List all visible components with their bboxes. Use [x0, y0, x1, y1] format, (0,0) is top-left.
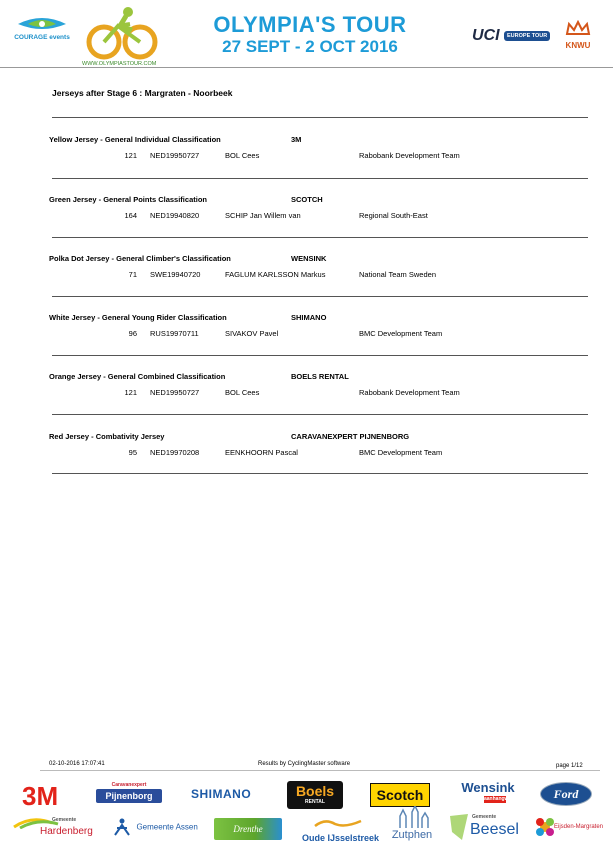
jersey-classification: Polka Dot Jersey - General Climber's Classification — [49, 254, 231, 263]
jersey-classification: Yellow Jersey - General Individual Classification — [49, 135, 221, 144]
sponsor-drenthe-name: Drenthe — [233, 824, 263, 834]
rider-number: 71 — [128, 270, 137, 279]
header-divider — [0, 67, 613, 68]
jersey-sponsor: 3M — [291, 135, 302, 144]
sponsor-hardenberg-name: Hardenberg — [40, 826, 93, 837]
knwu-logo — [561, 20, 595, 50]
jersey-sponsor: SHIMANO — [291, 313, 327, 322]
sponsor-zutphen-name: Zutphen — [391, 829, 433, 841]
jersey-sponsor: BOELS RENTAL — [291, 372, 349, 381]
rider-team: Rabobank Development Team — [359, 388, 460, 397]
rider-name: SIVAKOV Pavel — [225, 329, 279, 338]
tour-title: OLYMPIA'S TOUR — [213, 12, 407, 37]
rider-number: 96 — [128, 329, 137, 338]
rider-number: 95 — [128, 448, 137, 457]
divider — [52, 473, 588, 474]
rider-number: 164 — [124, 211, 137, 220]
sponsor-beesel-name: Beesel — [470, 821, 519, 838]
sponsor-drenthe-logo — [214, 818, 282, 840]
sponsor-wensink-logo — [458, 780, 523, 803]
sponsor-hardenberg-logo — [12, 815, 96, 837]
jersey-sponsor: WENSINK — [291, 254, 327, 263]
sponsor-eijsden-margraten-logo — [532, 812, 604, 842]
rider-uci-id: RUS19970711 — [150, 329, 199, 338]
sponsor-pijnenborg-logo — [90, 782, 168, 808]
sponsor-eijsden-margraten-name: Eijsden-Margraten — [554, 824, 604, 830]
sponsor-shimano-logo: SHIMANO — [191, 787, 252, 801]
rider-name: BOL Cees — [225, 151, 260, 160]
rider-team: BMC Development Team — [359, 329, 443, 338]
rider-uci-id: NED19950727 — [150, 388, 200, 397]
sponsor-wensink-sub: aanhangwagens — [484, 796, 523, 802]
beesel-shape-icon — [448, 812, 470, 842]
ijsselstreek-wave-icon — [313, 818, 363, 828]
uci-badge: EUROPE TOUR — [504, 31, 550, 41]
tour-dates: 27 SEPT - 2 OCT 2016 — [222, 37, 398, 56]
sponsor-wensink-name: Wensink — [461, 780, 515, 795]
divider — [52, 237, 588, 238]
sponsor-boels-logo — [287, 781, 343, 809]
website-url: WWW.OLYMPIASTOUR.COM — [82, 61, 157, 67]
sponsor-ford-logo: Ford — [540, 782, 592, 806]
jersey-sponsor: SCOTCH — [291, 195, 323, 204]
zutphen-towers-icon — [392, 806, 432, 828]
divider — [52, 414, 588, 415]
assen-figure-icon — [112, 818, 132, 836]
sponsor-scotch-logo: Scotch — [370, 783, 430, 807]
rider-name: EENKHOORN Pascal — [225, 448, 298, 457]
crown-icon — [565, 20, 591, 36]
sponsor-boels-name: Boels — [295, 783, 335, 799]
sponsor-oude-ijsselstreek-name: Oude IJsselstreek — [302, 833, 380, 843]
rider-name: BOL Cees — [225, 388, 260, 397]
tour-bike-logo — [82, 4, 162, 60]
rider-uci-id: NED19970208 — [150, 448, 200, 457]
jersey-classification: White Jersey - General Young Rider Classification — [49, 313, 227, 322]
footer-divider — [40, 770, 600, 771]
rider-uci-id: SWE19940720 — [150, 270, 201, 279]
rider-uci-id: NED19950727 — [150, 151, 200, 160]
sponsor-pijnenborg-top: Caravanexpert — [111, 782, 147, 788]
uci-europe-tour-logo — [472, 27, 550, 45]
sponsor-3m-logo: 3M — [22, 781, 59, 811]
divider — [52, 117, 588, 118]
rider-number: 121 — [124, 388, 137, 397]
rider-uci-id: NED19940820 — [150, 211, 200, 220]
rider-name: SCHIP Jan Willem van — [225, 211, 301, 220]
divider — [52, 296, 588, 297]
sponsor-assen-logo — [112, 818, 198, 836]
rider-team: Regional South-East — [359, 211, 428, 220]
footer-timestamp: 02-10-2016 17:07:41 — [49, 761, 105, 767]
footer-credit: Results by CyclingMaster software — [258, 761, 351, 767]
rider-number: 121 — [124, 151, 137, 160]
sponsor-pijnenborg-name: Pijnenborg — [96, 789, 162, 803]
footer-page-number: page 1/12 — [556, 763, 583, 769]
sponsor-boels-sub: RENTAL — [305, 799, 325, 805]
rider-team: National Team Sweden — [359, 270, 436, 279]
rider-team: BMC Development Team — [359, 448, 443, 457]
jersey-classification: Red Jersey - Combativity Jersey — [49, 432, 165, 441]
sponsor-beesel-logo — [448, 812, 519, 842]
jersey-classification: Orange Jersey - General Combined Classification — [49, 372, 226, 381]
divider — [52, 355, 588, 356]
divider — [52, 178, 588, 179]
document-title: Jerseys after Stage 6 : Margraten - Noorbeek — [52, 88, 233, 98]
knwu-label: KNWU — [565, 41, 591, 50]
jersey-sponsor: CARAVANEXPERT PIJNENBORG — [291, 432, 410, 441]
rider-team: Rabobank Development Team — [359, 151, 460, 160]
sponsor-oude-ijsselstreek-logo — [302, 815, 380, 843]
jersey-classification: Green Jersey - General Points Classification — [49, 195, 207, 204]
uci-label: UCI — [472, 27, 500, 44]
rider-name: FAGLUM KARLSSON Markus — [225, 270, 326, 279]
sponsor-assen-name: Gemeente Assen — [136, 822, 198, 832]
sponsor-beesel-top: Gemeente — [472, 814, 497, 820]
sponsor-hardenberg-top: Gemeente — [52, 817, 77, 823]
sponsor-zutphen-logo — [389, 806, 435, 841]
organizer-name: COURAGE events — [14, 34, 70, 41]
